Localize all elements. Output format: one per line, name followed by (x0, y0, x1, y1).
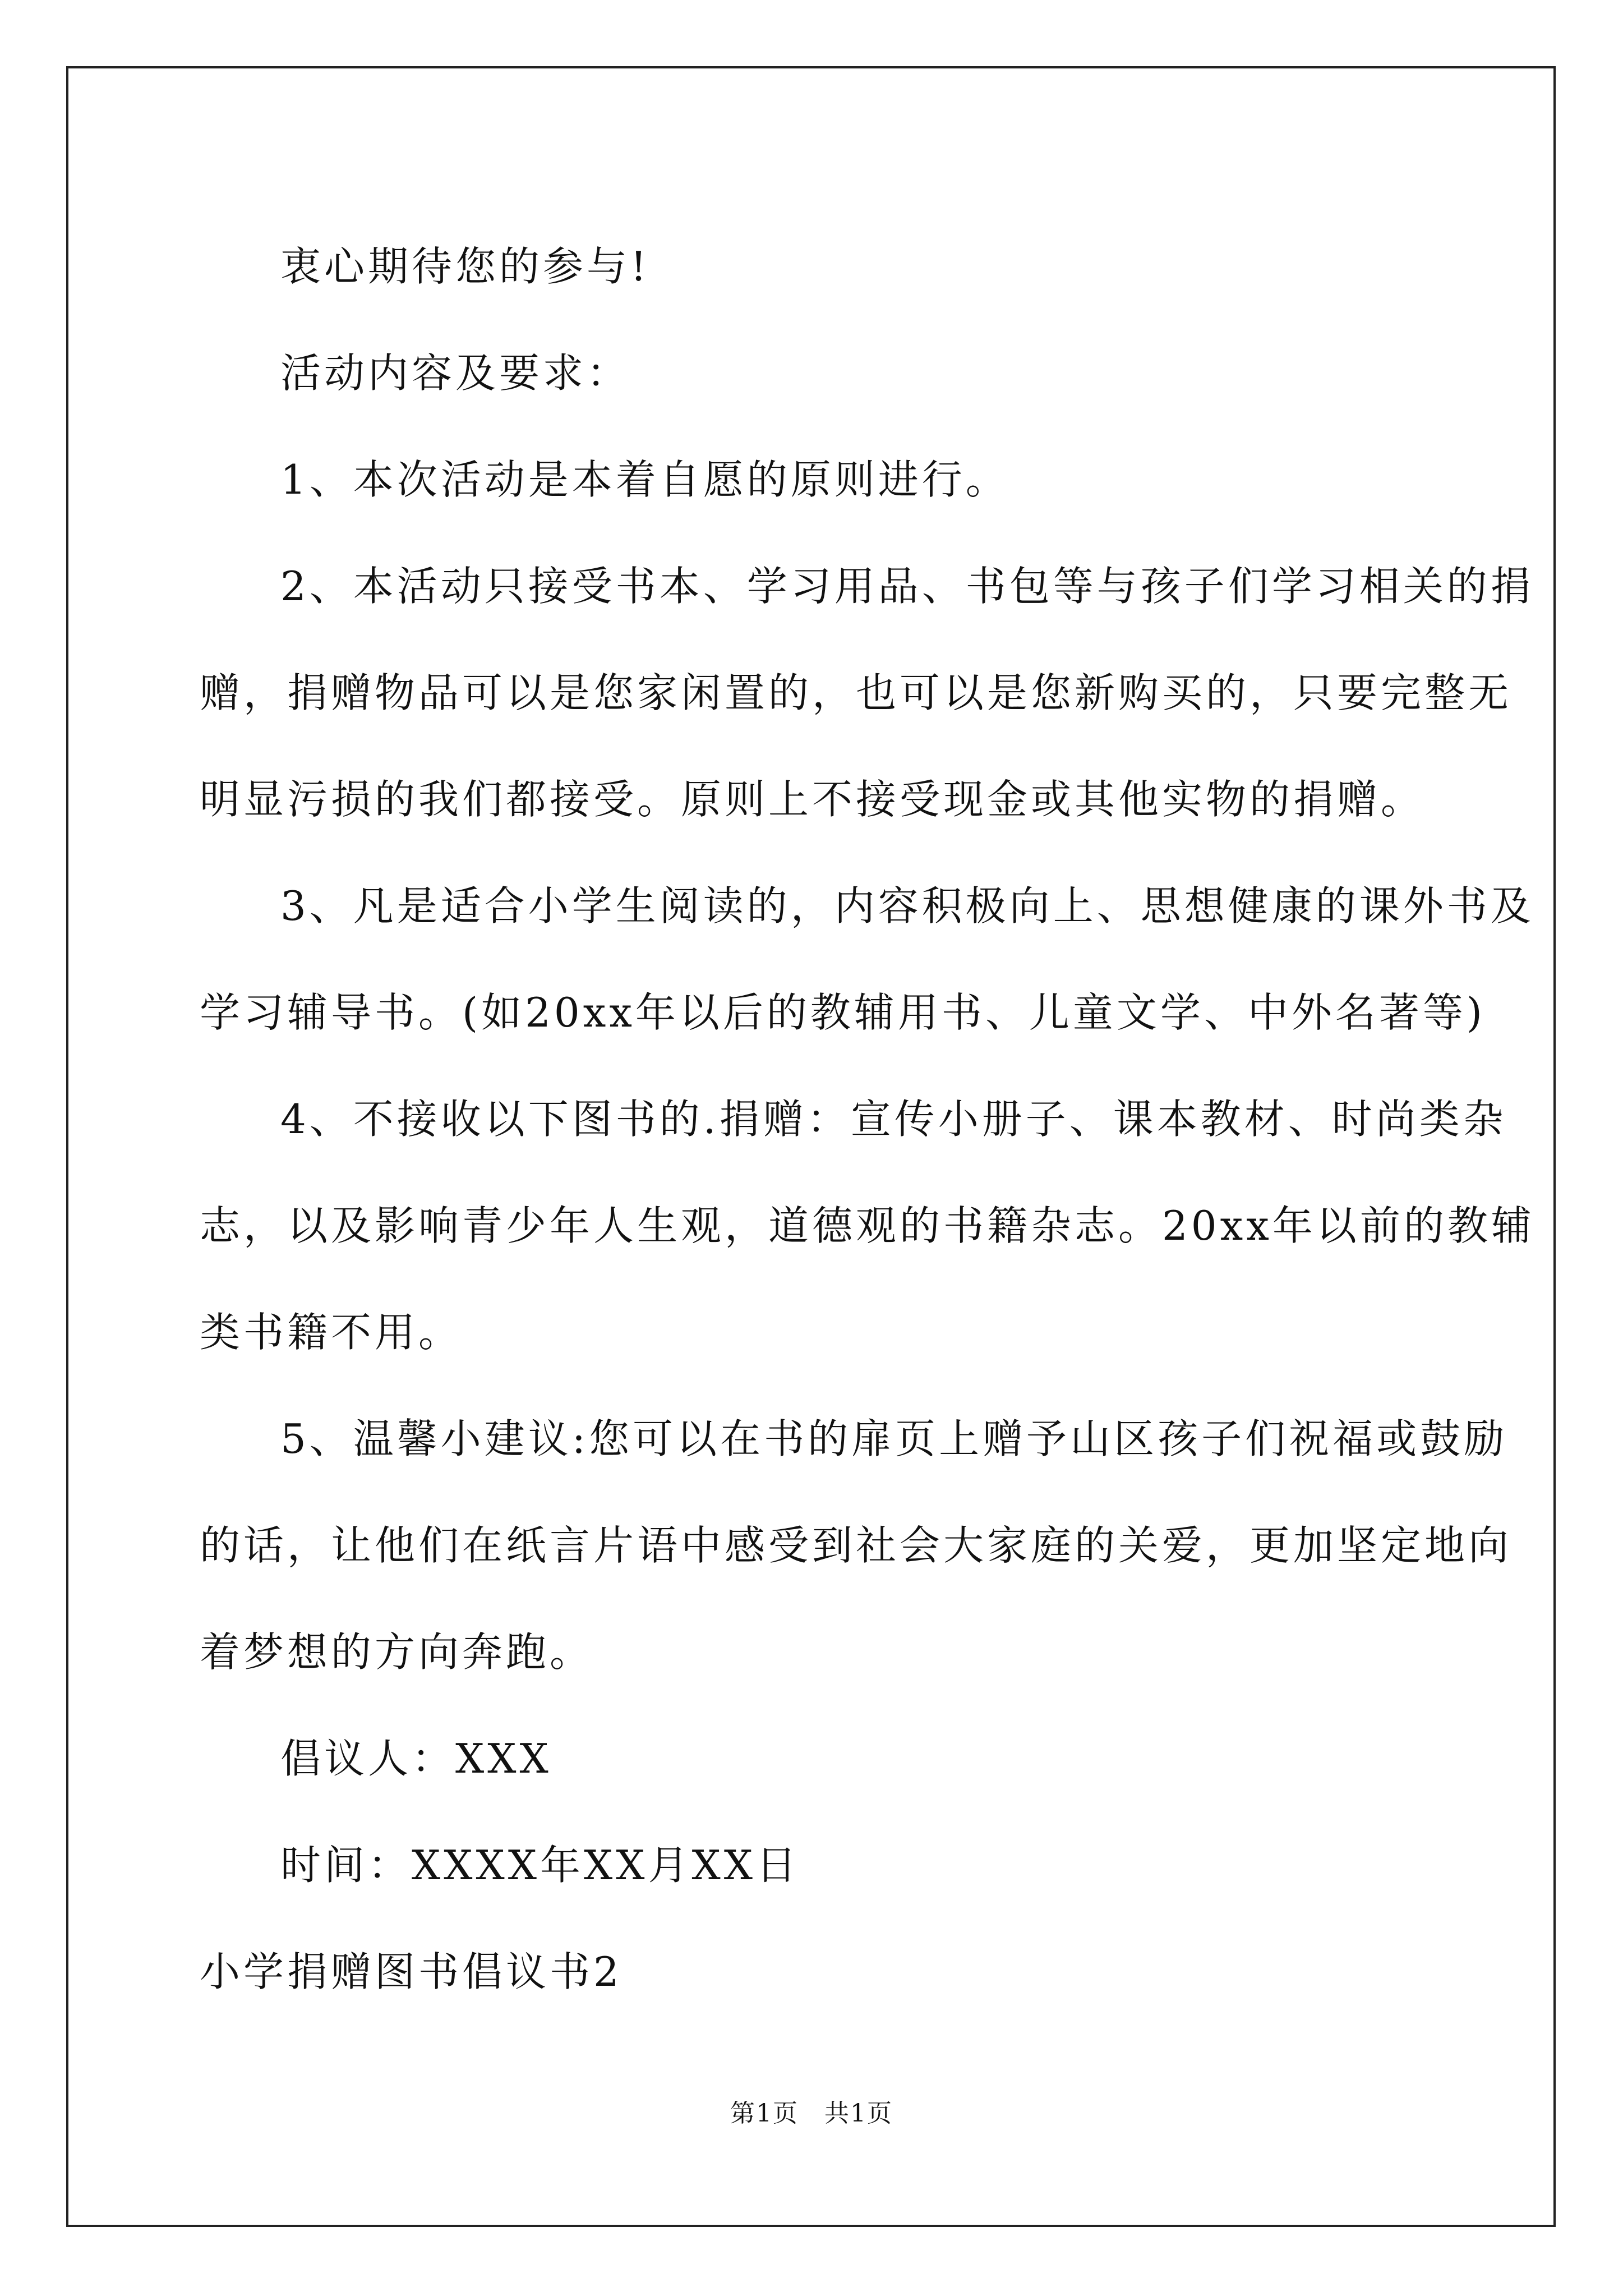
document-body (200, 213, 1535, 2025)
paragraph-line: 的话，让他们在纸言片语中感受到社会大家庭的关爱，更加坚定地向 (200, 1522, 1513, 1569)
paragraph-line: 类书籍不用。 (200, 1309, 463, 1356)
paragraph-item-2 (200, 533, 1534, 853)
paragraph-closing-wish: 衷心期待您的参与! (280, 243, 650, 290)
paragraph-line: 2、本活动只接受书本、学习用品、书包等与孩子们学习相关的捐 (280, 563, 1534, 610)
paragraph-initiator: 倡议人：XXX (280, 1735, 552, 1782)
paragraph-line: 5、温馨小建议:您可以在书的扉页上赠予山区孩子们祝福或鼓励 (280, 1415, 1508, 1462)
paragraph-item-4 (200, 1066, 1535, 1386)
paragraph-line: 学习辅导书。(如20xx年以后的教辅用书、儿童文学、中外名著等) (200, 989, 1486, 1036)
page-number-footer: 第1页 共1页 (730, 2099, 893, 2128)
section-title: 小学捐赠图书倡议书2 (200, 1948, 623, 1995)
paragraph-line: 明显污损的我们都接受。原则上不接受现金或其他实物的捐赠。 (200, 776, 1425, 823)
paragraph-date: 时间：XXXX年XX月XX日 (280, 1842, 800, 1889)
paragraph-line: 3、凡是适合小学生阅读的，内容积极向上、思想健康的课外书及 (280, 882, 1534, 930)
paragraph-line: 4、不接收以下图书的.捐赠：宣传小册子、课本教材、时尚类杂 (280, 1096, 1507, 1143)
paragraph-line: 赠，捐赠物品可以是您家闲置的，也可以是您新购买的，只要完整无 (200, 669, 1513, 716)
paragraph-item-5 (200, 1386, 1513, 1705)
paragraph-requirements-heading: 活动内容及要求： (280, 349, 631, 397)
paragraph-line: 志，以及影响青少年人生观，道德观的书籍杂志。20xx年以前的教辅 (200, 1202, 1535, 1249)
paragraph-item-3 (200, 853, 1534, 1066)
paragraph-line: 着梦想的方向奔跑。 (200, 1628, 594, 1676)
paragraph-item-1: 1、本次活动是本着自愿的原则进行。 (280, 456, 1009, 503)
